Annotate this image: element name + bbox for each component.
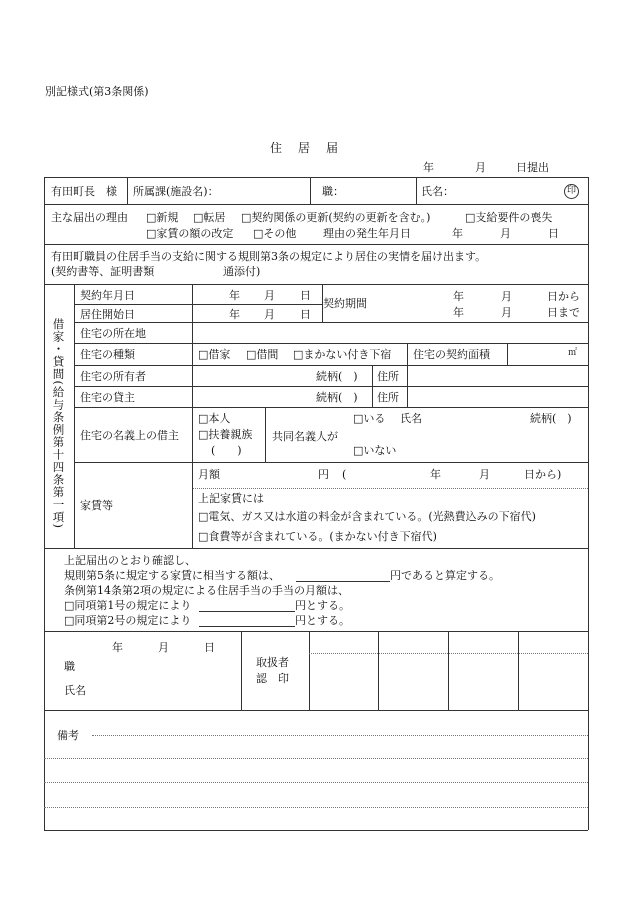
approval-name: 氏名 — [64, 684, 86, 697]
area-unit: ㎡ — [568, 348, 578, 358]
co-label: 共同名義人が — [272, 430, 338, 443]
approval-day: 日 — [204, 641, 215, 654]
period-from-month: 月 — [501, 290, 512, 303]
confirm-line5b: 円とする。 — [295, 614, 350, 627]
contract-day: 日 — [300, 289, 311, 302]
nominee-label: 住宅の名義上の借主 — [80, 429, 179, 442]
approval-month: 月 — [158, 641, 169, 654]
meals-checkbox[interactable]: □食費等が含まれている。(まかない付き下宿代) — [198, 530, 437, 543]
statement-line2b: 通添付) — [223, 265, 261, 278]
confirm-line2a: 規則第5条に規定する家賃に相当する額は、 — [64, 569, 280, 582]
addressee: 有田町長 様 — [51, 185, 117, 198]
type-room-checkbox[interactable]: □借間 — [246, 348, 279, 361]
move-year: 年 — [229, 308, 240, 321]
approval-year: 年 — [112, 641, 123, 654]
owner-relation: 続柄( ) — [316, 370, 358, 383]
monthly-label: 月額 — [198, 468, 220, 481]
reason-new-checkbox[interactable]: □新規 — [146, 211, 179, 224]
reason-rent-checkbox[interactable]: □家賃の額の改定 — [146, 227, 234, 240]
remarks-label: 備考 — [57, 729, 79, 742]
contract-date-label: 契約年月日 — [80, 289, 135, 302]
name-field[interactable]: 氏名： — [421, 185, 454, 198]
rent-label: 家賃等 — [80, 499, 113, 512]
period-from-year: 年 — [453, 290, 464, 303]
contract-year: 年 — [229, 289, 240, 302]
reason-loss-checkbox[interactable]: □支給要件の喪失 — [465, 211, 553, 224]
monthly-yen: 円 — [318, 468, 329, 481]
amount1-underline[interactable] — [199, 611, 295, 612]
reason-other-checkbox[interactable]: □その他 — [253, 227, 297, 240]
confirm-line3: 条例第14条第2項の規定による住居手当の手当の月額は、 — [64, 584, 349, 597]
monthly-year: 年 — [430, 468, 441, 481]
confirm-line4a[interactable]: □同項第1号の規定により — [64, 599, 192, 612]
submit-month: 月 — [475, 161, 486, 174]
reason-month: 月 — [500, 227, 511, 240]
statement-line2: (契約書等、証明書類 — [51, 265, 155, 278]
seal-icon: 印 — [564, 184, 579, 199]
nominee-dependent-checkbox[interactable]: □扶養親族 — [198, 428, 253, 441]
period-from: 日から — [547, 290, 580, 303]
co-no-checkbox[interactable]: □いない — [353, 444, 397, 457]
period-to: 日まで — [547, 306, 580, 319]
area-label: 住宅の契約面積 — [413, 348, 490, 361]
owner-address: 住所 — [377, 370, 399, 383]
lender-label: 住宅の貸主 — [80, 391, 135, 404]
form-label: 別記様式(第3条関係) — [45, 85, 149, 98]
move-month: 月 — [264, 308, 275, 321]
location-label: 住宅の所在地 — [80, 327, 146, 340]
handler-label: 取扱者 — [256, 656, 289, 669]
period-to-month: 月 — [501, 306, 512, 319]
reason-label: 主な届出の理由 — [51, 211, 128, 224]
amount2-underline[interactable] — [199, 626, 295, 627]
co-name: 氏名 — [400, 412, 422, 425]
owner-label: 住宅の所有者 — [80, 370, 146, 383]
monthly-from: 日から) — [524, 468, 562, 481]
period-label: 契約期間 — [323, 297, 367, 310]
confirm-line1: 上記届出のとおり確認し、 — [64, 554, 196, 567]
confirm-line5a[interactable]: □同項第2号の規定により — [64, 614, 192, 627]
type-label: 住宅の種類 — [80, 348, 135, 361]
statement-line1: 有田町職員の住居手当の支給に関する規則第3条の規定により居住の実情を届け出ます。 — [51, 250, 487, 263]
handler-seal-label: 認 印 — [256, 672, 289, 685]
utility-checkbox[interactable]: □電気、ガス又は水道の料金が含まれている。(光熱費込みの下宿代) — [198, 510, 536, 523]
reason-date-label: 理由の発生年月日 — [323, 227, 411, 240]
nominee-paren: ( ) — [211, 444, 242, 457]
submit-year: 年 — [423, 161, 434, 174]
lender-address: 住所 — [377, 391, 399, 404]
rent-includes: 上記家賃には — [198, 492, 264, 505]
monthly-paren: ( — [342, 468, 347, 481]
monthly-month: 月 — [479, 468, 490, 481]
rent-equivalent-underline[interactable] — [296, 581, 390, 582]
approval-position: 職 — [64, 660, 75, 673]
reason-day: 日 — [548, 227, 559, 240]
reason-year: 年 — [452, 227, 463, 240]
move-date-label: 居住開始日 — [80, 308, 135, 321]
lender-relation: 続柄( ) — [316, 391, 358, 404]
reason-transfer-checkbox[interactable]: □転居 — [193, 211, 226, 224]
period-to-year: 年 — [453, 306, 464, 319]
side-label: 借家・貸間(給与条例第十四条第一項) — [51, 318, 66, 529]
submit-day: 日提出 — [516, 161, 549, 174]
move-day: 日 — [300, 308, 311, 321]
co-relation: 続柄( ) — [530, 412, 572, 425]
dept-field[interactable]: 所属課(施設名)： — [133, 185, 219, 198]
type-house-checkbox[interactable]: □借家 — [198, 348, 231, 361]
position-field[interactable]: 職： — [322, 185, 344, 198]
reason-contract-checkbox[interactable]: □契約関係の更新(契約の更新を含む。) — [241, 211, 431, 224]
type-boarding-checkbox[interactable]: □まかない付き下宿 — [293, 348, 392, 361]
contract-month: 月 — [264, 289, 275, 302]
confirm-line4b: 円とする。 — [295, 599, 350, 612]
form-title: 住 居 届 — [270, 141, 341, 155]
nominee-self-checkbox[interactable]: □本人 — [198, 412, 231, 425]
confirm-line2b: 円であると算定する。 — [390, 569, 500, 582]
co-yes-checkbox[interactable]: □いる — [353, 412, 386, 425]
